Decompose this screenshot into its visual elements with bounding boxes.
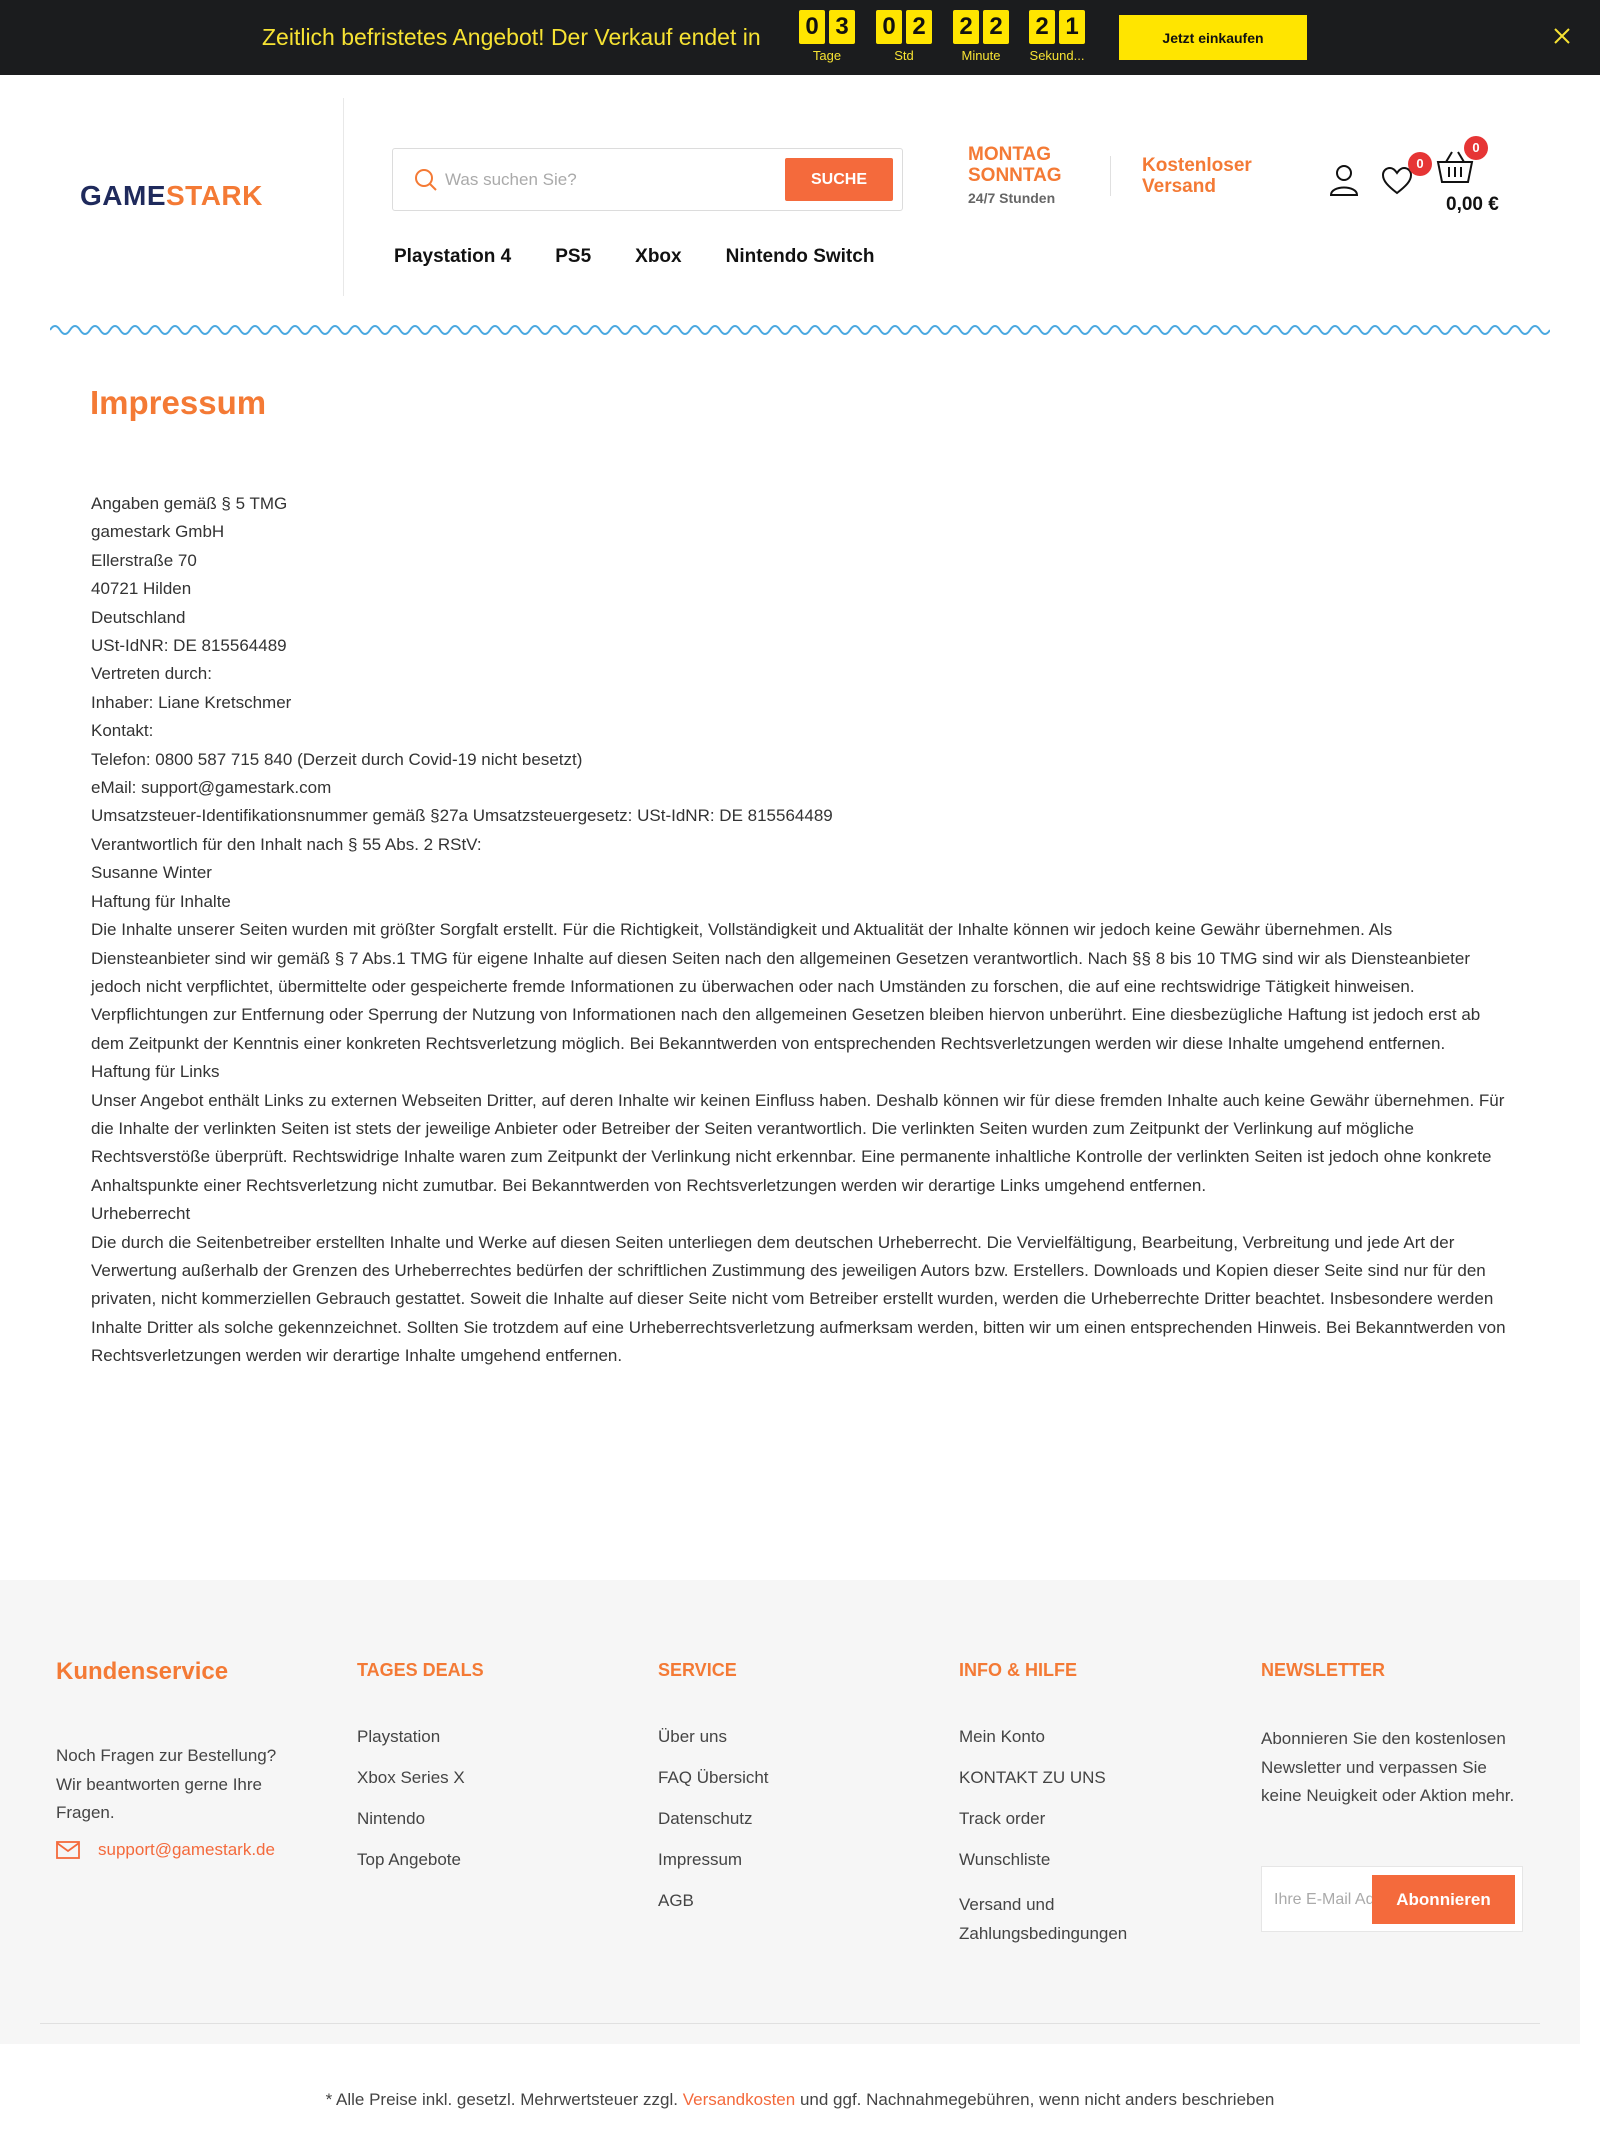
countdown-digit: 1 <box>1059 10 1085 44</box>
legal-note <box>0 2090 1600 2110</box>
content-line: Telefon: 0800 587 715 840 (Derzeit durch Covid-19 nicht besetzt) <box>91 749 583 769</box>
footer-col-customer-service <box>56 1658 306 1860</box>
header-divider <box>343 98 344 296</box>
cart-count-badge: 0 <box>1464 136 1488 160</box>
shipping-line-1: Kostenloser <box>1142 155 1252 176</box>
search-input[interactable] <box>445 165 765 195</box>
countdown-digit: 2 <box>953 10 979 44</box>
shipping-line-2: Versand <box>1142 176 1216 197</box>
nav-item-xbox[interactable]: Xbox <box>635 246 682 267</box>
footer-link[interactable]: AGB <box>658 1891 694 1910</box>
footer-newsletter-title: NEWSLETTER <box>1261 1660 1385 1680</box>
promo-bar <box>0 0 1600 75</box>
paragraph: Die Inhalte unserer Seiten wurden mit größter Sorgfalt erstellt. Für die Richtigkeit, Vollständigkeit und Aktualität der Inhalte können wir jedoch keine Gewähr übernehmen. Als Diensteanbieter sind wir gemäß § 7 Abs.1 TMG für eigene Inhalte auf diesen Seiten nach den allgemeinen Gesetzen verantwortlich. Nach §§ 8 bis 10 TMG sind wir als Diensteanbieter jedoch nicht verpflichtet, übermittelte oder gespeicherte fremde Informationen zu überwachen oder nach Umständen zu forschen, die auf eine rechtswidrige Tätigkeit hinweisen. Verpflichtungen zur Entfernung oder Sperrung der Nutzung von Informationen nach den allgemeinen Gesetzen bleiben hiervon unberührt. Eine diesbezügliche Haftung ist jedoch erst ab dem Zeitpunkt der Kenntnis einer konkreten Rechtsverletzung möglich. Bei Bekanntwerden von entsprechenden Rechtsverletzungen werden wir diese Inhalte umgehend entfernen. <box>91 920 1481 1053</box>
countdown-digit: 0 <box>799 10 825 44</box>
newsletter-form <box>1261 1866 1523 1932</box>
footer-divider <box>40 2023 1540 2024</box>
content-line: Verantwortlich für den Inhalt nach § 55 Abs. 2 RStV: <box>91 834 482 854</box>
footer-link[interactable]: Versand und Zahlungsbedingungen <box>959 1895 1128 1943</box>
footer-newsletter-text: Abonnieren Sie den kostenlosen Newsletter und verpassen Sie keine Neuigkeit oder Aktion mehr. <box>1261 1729 1515 1805</box>
content-line: Inhaber: Liane Kretschmer <box>91 692 292 712</box>
hours-day-from: MONTAG <box>968 144 1052 165</box>
content-line: 40721 Hilden <box>91 579 192 599</box>
section-heading: Urheberrecht <box>91 1204 191 1224</box>
content-line: Kontakt: <box>91 721 154 741</box>
nav-item-playstation-4[interactable]: Playstation 4 <box>394 246 512 267</box>
content-line: Deutschland <box>91 607 186 627</box>
hours-day-to: SONNTAG <box>968 165 1062 186</box>
footer-link[interactable]: FAQ Übersicht <box>658 1768 769 1787</box>
content-line: USt-IdNR: DE 815564489 <box>91 636 287 656</box>
footer-col-info <box>959 1660 1189 1969</box>
logo-text-game: GAME <box>80 180 166 211</box>
footer-link[interactable]: Nintendo <box>357 1809 426 1828</box>
footer-service-title: Kundenservice <box>56 1658 229 1685</box>
logo[interactable] <box>80 180 263 212</box>
wave-divider <box>50 320 1550 340</box>
footer-link[interactable]: Mein Konto <box>959 1727 1045 1746</box>
free-shipping <box>1142 155 1252 197</box>
hours-note: 24/7 Stunden <box>968 190 1056 206</box>
footer-link[interactable]: Top Angebote <box>357 1850 461 1869</box>
paragraph: Unser Angebot enthält Links zu externen Webseiten Dritter, auf deren Inhalte wir keinen Einfluss haben. Deshalb können wir für diese fremden Inhalte auch keine Gewähr übernehmen. Für die Inhalte der verlinkten Seiten ist stets der jeweilige Anbieter oder Betreiber der Seiten verantwortlich. Die verlinkten Seiten wurden zum Zeitpunkt der Verlinkung auf mögliche Rechtsverstöße überprüft. Rechtswidrige Inhalte waren zum Zeitpunkt der Verlinkung nicht erkennbar. Eine permanente inhaltliche Kontrolle der verlinkten Seiten ist jedoch ohne konkrete Anhaltspunkte einer Rechtsverletzung nicht zumutbar. Bei Bekanntwerden von Rechtsverletzungen werden wir derartige Links umgehend entfernen. <box>91 1090 1505 1195</box>
footer-col-service <box>658 1660 769 1932</box>
countdown-minutes <box>951 10 1011 63</box>
countdown-label: Std <box>894 48 914 63</box>
footer-link[interactable]: Xbox Series X <box>357 1768 465 1787</box>
footer-info-title: INFO & HILFE <box>959 1660 1077 1680</box>
cart-total[interactable]: 0,00 € <box>1446 194 1499 215</box>
section-heading: Haftung für Links <box>91 1062 220 1082</box>
countdown-digit: 0 <box>876 10 902 44</box>
footer-col-deals <box>357 1660 484 1891</box>
footer-link[interactable]: Über uns <box>658 1727 727 1746</box>
footer-link[interactable]: Datenschutz <box>658 1809 753 1828</box>
countdown-label: Sekund... <box>1029 48 1085 63</box>
footer-link[interactable]: KONTAKT ZU UNS <box>959 1768 1106 1787</box>
content-line: Angaben gemäß § 5 TMG <box>91 494 288 513</box>
content-line: Vertreten durch: <box>91 664 212 684</box>
countdown-digit: 2 <box>1029 10 1055 44</box>
footer-email[interactable] <box>56 1840 306 1860</box>
user-icon[interactable] <box>1328 163 1360 197</box>
shop-now-button[interactable]: Jetzt einkaufen <box>1119 15 1307 60</box>
content-line: Susanne Winter <box>91 863 212 883</box>
legal-text-pre: * Alle Preise inkl. gesetzl. Mehrwertsteuer zzgl. <box>325 2090 683 2109</box>
main-nav <box>394 246 918 268</box>
search-button[interactable]: SUCHE <box>785 158 893 201</box>
countdown-hours <box>874 10 934 63</box>
countdown-digit: 2 <box>906 10 932 44</box>
mail-icon <box>56 1841 80 1859</box>
footer-link[interactable]: Track order <box>959 1809 1046 1828</box>
countdown-days <box>797 10 857 63</box>
countdown-label: Minute <box>961 48 1001 63</box>
footer-email-link[interactable]: support@gamestark.de <box>98 1839 275 1859</box>
heart-icon[interactable] <box>1380 166 1414 196</box>
footer-service-text: Noch Fragen zur Bestellung? Wir beantworten gerne Ihre Fragen. <box>56 1746 277 1822</box>
content-line: gamestark GmbH <box>91 522 225 542</box>
countdown-seconds <box>1027 10 1087 63</box>
page-title: Impressum <box>90 384 267 421</box>
logo-text-stark: STARK <box>166 180 263 211</box>
wishlist-count-badge: 0 <box>1408 152 1432 176</box>
countdown-digit: 2 <box>983 10 1009 44</box>
paragraph: Die durch die Seitenbetreiber erstellten Inhalte und Werke auf diesen Seiten unterliegen dem deutschen Urheberrecht. Die Vervielfältigung, Bearbeitung, Verbreitung und jede Art der Verwertung außerhalb der Grenzen des Urheberrechtes bedürfen der schriftlichen Zustimmung des jeweiligen Autors bzw. Erstellers. Downloads und Kopien dieser Seite sind nur für den privaten, nicht kommerziellen Gebrauch gestattet. Soweit die Inhalte auf dieser Seite nicht vom Betreiber erstellt wurden, werden die Urheberrechte Dritter beachtet. Insbesondere werden Inhalte Dritter als solche gekennzeichnet. Sollten Sie trotzdem auf eine Urheberrechtsverletzung aufmerksam werden, bitten wir um einen entsprechenden Hinweis. Bei Bekanntwerden von Rechtsverletzungen werden wir derartige Inhalte umgehend entfernen. <box>91 1232 1506 1366</box>
footer-col-newsletter <box>1261 1660 1531 1811</box>
search-bar <box>392 148 903 211</box>
search-icon <box>413 167 439 193</box>
countdown-digit: 3 <box>829 10 855 44</box>
shipping-costs-link[interactable]: Versandkosten <box>682 2090 796 2109</box>
header-vertical-divider <box>1110 156 1111 196</box>
footer-deals-title: TAGES DEALS <box>357 1660 484 1680</box>
subscribe-button[interactable]: Abonnieren <box>1372 1875 1515 1924</box>
countdown-label: Tage <box>812 48 842 63</box>
footer-link[interactable]: Wunschliste <box>959 1850 1051 1869</box>
nav-item-ps5[interactable]: PS5 <box>555 246 592 267</box>
opening-hours <box>968 144 1062 206</box>
legal-text-post: und ggf. Nachnahmegebühren, wenn nicht anders beschrieben <box>795 2090 1275 2109</box>
footer-link[interactable]: Impressum <box>658 1850 743 1869</box>
nav-item-nintendo-switch[interactable]: Nintendo Switch <box>725 246 875 267</box>
content-line: Umsatzsteuer-Identifikationsnummer gemäß §27a Umsatzsteuergesetz: USt-IdNR: DE 815564489 <box>91 806 833 826</box>
content-line: Ellerstraße 70 <box>91 550 197 570</box>
footer-svc-title: SERVICE <box>658 1660 737 1680</box>
footer-link[interactable]: Playstation <box>357 1727 441 1746</box>
promo-text: Zeitlich befristetes Angebot! Der Verkauf endet in <box>262 24 761 50</box>
section-heading: Haftung für Inhalte <box>91 891 231 911</box>
content-line: eMail: support@gamestark.com <box>91 778 332 798</box>
close-icon[interactable] <box>1550 24 1574 48</box>
impressum-content <box>91 490 1511 1371</box>
